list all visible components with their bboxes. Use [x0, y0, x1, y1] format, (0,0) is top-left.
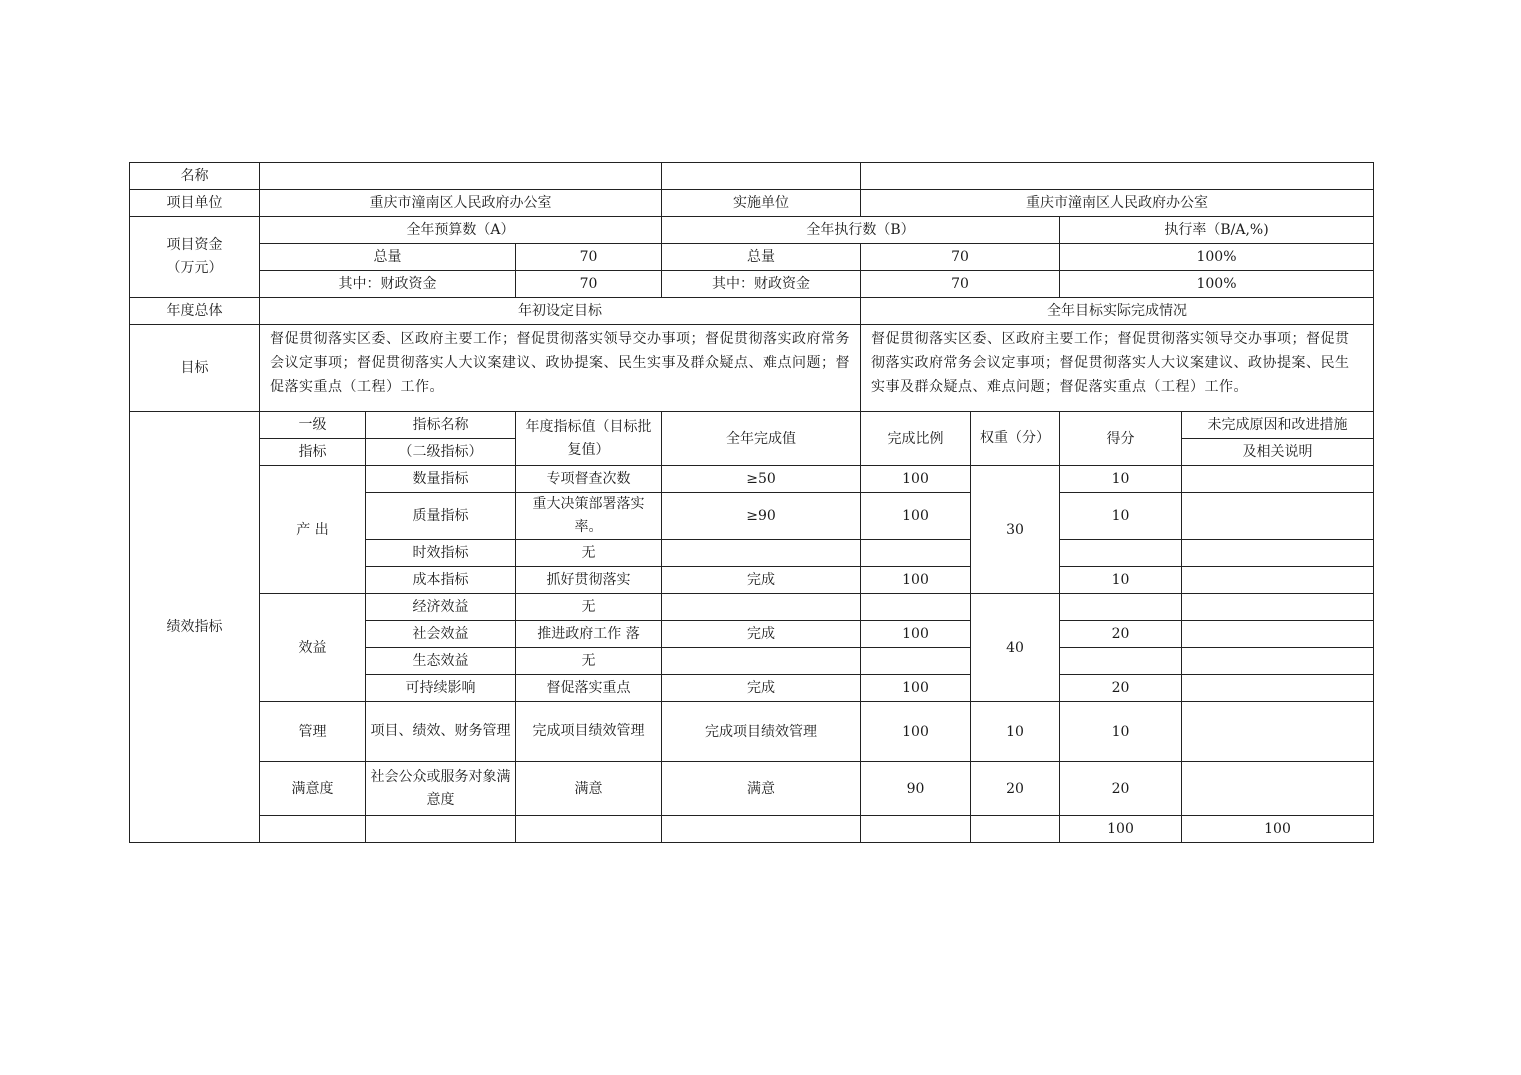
annual-overall-label: 年度总体	[130, 298, 260, 325]
row-indicator-header-1	[130, 412, 1374, 439]
level1-header-b: 指标	[260, 439, 366, 466]
indicator-actual	[662, 594, 861, 621]
indicator-ratio	[861, 648, 971, 675]
indicator-note	[1182, 567, 1374, 594]
actual-header: 全年完成值	[662, 412, 861, 466]
indicator-actual: ≥90	[662, 493, 861, 540]
indicator-name: 时效指标	[366, 540, 516, 567]
weight-output: 30	[971, 466, 1060, 594]
name-aux	[662, 163, 861, 190]
table-row	[130, 594, 1374, 621]
exec-total-label: 总量	[662, 244, 861, 271]
actual-completion-header: 全年目标实际完成情况	[861, 298, 1374, 325]
indicator-actual: 完成	[662, 675, 861, 702]
weight-benefit: 40	[971, 594, 1060, 702]
indicator-ratio	[861, 594, 971, 621]
row-goal-text	[130, 325, 1374, 412]
funds-label-line2: （万元）	[166, 260, 223, 276]
group-management: 管理	[260, 702, 366, 762]
indicator-name-text: 社会公众或服务对象满意度	[370, 768, 511, 808]
performance-table	[129, 162, 1374, 843]
group-satisfaction: 满意度	[260, 762, 366, 816]
indicator-note	[1182, 594, 1374, 621]
indicator-score	[1060, 594, 1182, 621]
funds-label	[130, 217, 260, 298]
rate-fiscal-value: 100%	[1060, 271, 1374, 298]
exec-fiscal-label: 其中：财政资金	[662, 271, 861, 298]
indicator-note	[1182, 675, 1374, 702]
indicator-note	[1182, 648, 1374, 675]
level1-header-a: 一级	[260, 412, 366, 439]
indicator-note	[1182, 762, 1374, 816]
annual-budget-header: 全年预算数（A）	[260, 217, 662, 244]
indicator-actual: 完成	[662, 621, 861, 648]
indicator-note	[1182, 493, 1374, 540]
indicator-ratio: 100	[861, 621, 971, 648]
table-row	[130, 702, 1374, 762]
project-unit-label: 项目单位	[130, 190, 260, 217]
indicator-target: 抓好贯彻落实	[516, 567, 662, 594]
indicator-ratio	[861, 540, 971, 567]
indicator-score	[1060, 540, 1182, 567]
reason-header-b: 及相关说明	[1182, 439, 1374, 466]
weight-management: 10	[971, 702, 1060, 762]
total-empty-5	[861, 816, 971, 843]
indicator-score: 10	[1060, 702, 1182, 762]
impl-unit-value: 重庆市潼南区人民政府办公室	[861, 190, 1374, 217]
name-label: 名称	[130, 163, 260, 190]
indicator-note	[1182, 621, 1374, 648]
indicator-actual: ≥50	[662, 466, 861, 493]
indicator-note	[1182, 466, 1374, 493]
indicator-name: 生态效益	[366, 648, 516, 675]
indicator-ratio: 100	[861, 675, 971, 702]
goal-label: 目标	[130, 325, 260, 412]
indicator-target-text: 重大决策部署落实率。	[532, 496, 645, 535]
indicator-ratio: 100	[861, 493, 971, 540]
indicator-ratio: 100	[861, 702, 971, 762]
indicator-name-header-a: 指标名称	[366, 412, 516, 439]
weight-header	[971, 412, 1060, 466]
indicator-name: 经济效益	[366, 594, 516, 621]
indicator-name: 数量指标	[366, 466, 516, 493]
indicator-note	[1182, 540, 1374, 567]
indicator-score: 20	[1060, 621, 1182, 648]
target-header	[516, 412, 662, 466]
exec-fiscal-value: 70	[861, 271, 1060, 298]
indicator-name: 可持续影响	[366, 675, 516, 702]
indicator-name-text: 项目、绩效、财务管理	[370, 723, 511, 739]
row-funds-fiscal	[130, 271, 1374, 298]
indicator-name: 社会效益	[366, 621, 516, 648]
indicator-target: 督促落实重点	[516, 675, 662, 702]
row-totals	[130, 816, 1374, 843]
perf-indicators-label: 绩效指标	[130, 412, 260, 843]
rate-total-value: 100%	[1060, 244, 1374, 271]
score-header: 得分	[1060, 412, 1182, 466]
actual-goal-text: 督促贯彻落实区委、区政府主要工作；督促贯彻落实领导交办事项；督促贯彻落实政府常务会议定事项；督促贯彻落实人大议案建议、政协提案、民生实事及群众疑点、难点问题；督促落实重点（工程）工作。	[861, 325, 1374, 412]
weight-header-text: 权重（分）	[980, 430, 1050, 446]
funds-label-line1: 项目资金	[166, 237, 223, 253]
indicator-score: 10	[1060, 466, 1182, 493]
impl-unit-label: 实施单位	[662, 190, 861, 217]
indicator-target: 无	[516, 648, 662, 675]
total-empty-3	[516, 816, 662, 843]
indicator-target: 无	[516, 594, 662, 621]
indicator-score: 20	[1060, 762, 1182, 816]
indicator-name-header-b: （二级指标）	[366, 439, 516, 466]
table-row	[130, 762, 1374, 816]
budget-total-label: 总量	[260, 244, 516, 271]
indicator-name: 质量指标	[366, 493, 516, 540]
indicator-name	[366, 762, 516, 816]
group-benefit: 效益	[260, 594, 366, 702]
indicator-ratio: 100	[861, 567, 971, 594]
total-empty-1	[260, 816, 366, 843]
indicator-note	[1182, 702, 1374, 762]
indicator-target: 专项督查次数	[516, 466, 662, 493]
reason-header-a: 未完成原因和改进措施	[1182, 412, 1374, 439]
initial-goal-text: 督促贯彻落实区委、区政府主要工作；督促贯彻落实领导交办事项；督促贯彻落实政府常务会议定事项；督促贯彻落实人大议案建议、政协提案、民生实事及群众疑点、难点问题；督促落实重点（工程）工作。	[260, 325, 861, 412]
indicator-actual	[662, 540, 861, 567]
total-empty-2	[366, 816, 516, 843]
name-value	[260, 163, 662, 190]
exec-total-value: 70	[861, 244, 1060, 271]
project-unit-value: 重庆市潼南区人民政府办公室	[260, 190, 662, 217]
exec-rate-header: 执行率（B/A,%)	[1060, 217, 1374, 244]
indicator-name: 成本指标	[366, 567, 516, 594]
indicator-target: 推进政府工作 落	[516, 621, 662, 648]
indicator-ratio: 100	[861, 466, 971, 493]
initial-goal-header: 年初设定目标	[260, 298, 861, 325]
indicator-actual: 完成项目绩效管理	[662, 702, 861, 762]
indicator-score: 10	[1060, 493, 1182, 540]
indicator-score: 20	[1060, 675, 1182, 702]
indicator-score: 10	[1060, 567, 1182, 594]
row-name	[130, 163, 1374, 190]
indicator-target	[516, 702, 662, 762]
row-funds-header	[130, 217, 1374, 244]
row-funds-total	[130, 244, 1374, 271]
budget-fiscal-label: 其中：财政资金	[260, 271, 516, 298]
annual-exec-header: 全年执行数（B）	[662, 217, 1060, 244]
indicator-target-text: 完成项目绩效管理	[532, 723, 645, 739]
indicator-target	[516, 493, 662, 540]
target-header-text: 年度指标值（目标批复值）	[525, 418, 652, 458]
total-score: 100	[1182, 816, 1374, 843]
group-output: 产 出	[260, 466, 366, 594]
indicator-actual	[662, 648, 861, 675]
indicator-target: 无	[516, 540, 662, 567]
ratio-header: 完成比例	[861, 412, 971, 466]
indicator-name	[366, 702, 516, 762]
table-row	[130, 466, 1374, 493]
name-aux-value	[861, 163, 1374, 190]
row-units	[130, 190, 1374, 217]
budget-total-value: 70	[516, 244, 662, 271]
total-weight: 100	[1060, 816, 1182, 843]
total-empty-4	[662, 816, 861, 843]
indicator-target: 满意	[516, 762, 662, 816]
total-empty-6	[971, 816, 1060, 843]
weight-satisfaction: 20	[971, 762, 1060, 816]
indicator-actual: 满意	[662, 762, 861, 816]
indicator-score	[1060, 648, 1182, 675]
budget-fiscal-value: 70	[516, 271, 662, 298]
row-goal-header	[130, 298, 1374, 325]
indicator-actual: 完成	[662, 567, 861, 594]
indicator-ratio: 90	[861, 762, 971, 816]
